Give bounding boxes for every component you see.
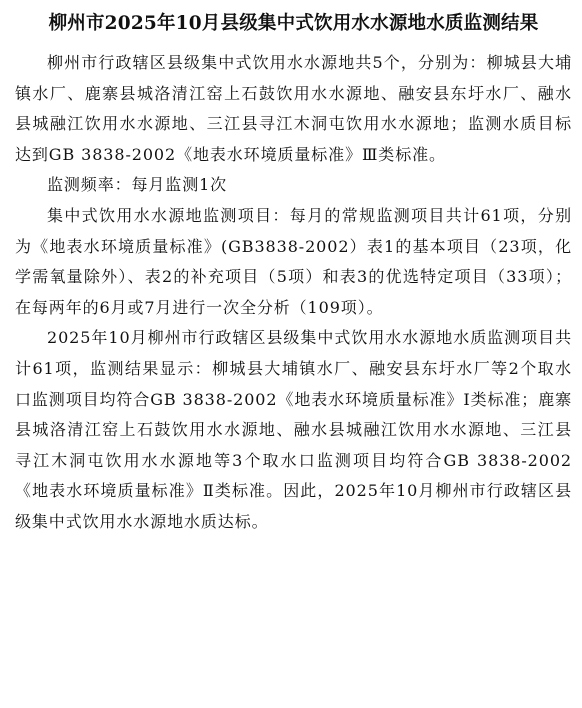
paragraph-sources: 柳州市行政辖区县级集中式饮用水水源地共5个，分别为：柳城县大埔镇水厂、鹿寨县城洛清江窑上石鼓饮用水水源地、融安县东圩水厂、融水县城融江饮用水水源地、三江县寻江木洞屯饮用水水源地；监测水质目标达到GB 3838-2002《地表水环境质量标准》Ⅲ类标准。 — [15, 53, 572, 164]
document-title: 柳州市2025年10月县级集中式饮用水水源地水质监测结果 — [48, 13, 539, 34]
paragraph-results: 2025年10月柳州市行政辖区县级集中式饮用水水源地水质监测项目共计61项，监测结果显示：柳城县大埔镇水厂、融安县东圩水厂等2个取水口监测项目均符合GB 3838-2002《地表水环境质量标准》Ⅰ类标准；鹿寨县城洛清江窑上石鼓饮用水水源地、融水县城融江饮用水水源地、三江县寻江木洞屯饮用水水源地等3个取水口监测项目均符合GB 3838-2002《地表水环境质量标准》Ⅱ类标准。因此，2025年10月柳州市行政辖区县级集中式饮用水水源地水质达标。 — [15, 328, 572, 531]
paragraph-frequency: 监测频率：每月监测1次 — [47, 175, 228, 195]
paragraph-items: 集中式饮用水水源地监测项目：每月的常规监测项目共计61项，分别为《地表水环境质量标准》(GB3838-2002）表1的基本项目（23项，化学需氧量除外）、表2的补充项目（5项）和表3的优选特定项目（33项）；在每两年的6月或7月进行一次全分析（109项）。 — [15, 205, 572, 317]
